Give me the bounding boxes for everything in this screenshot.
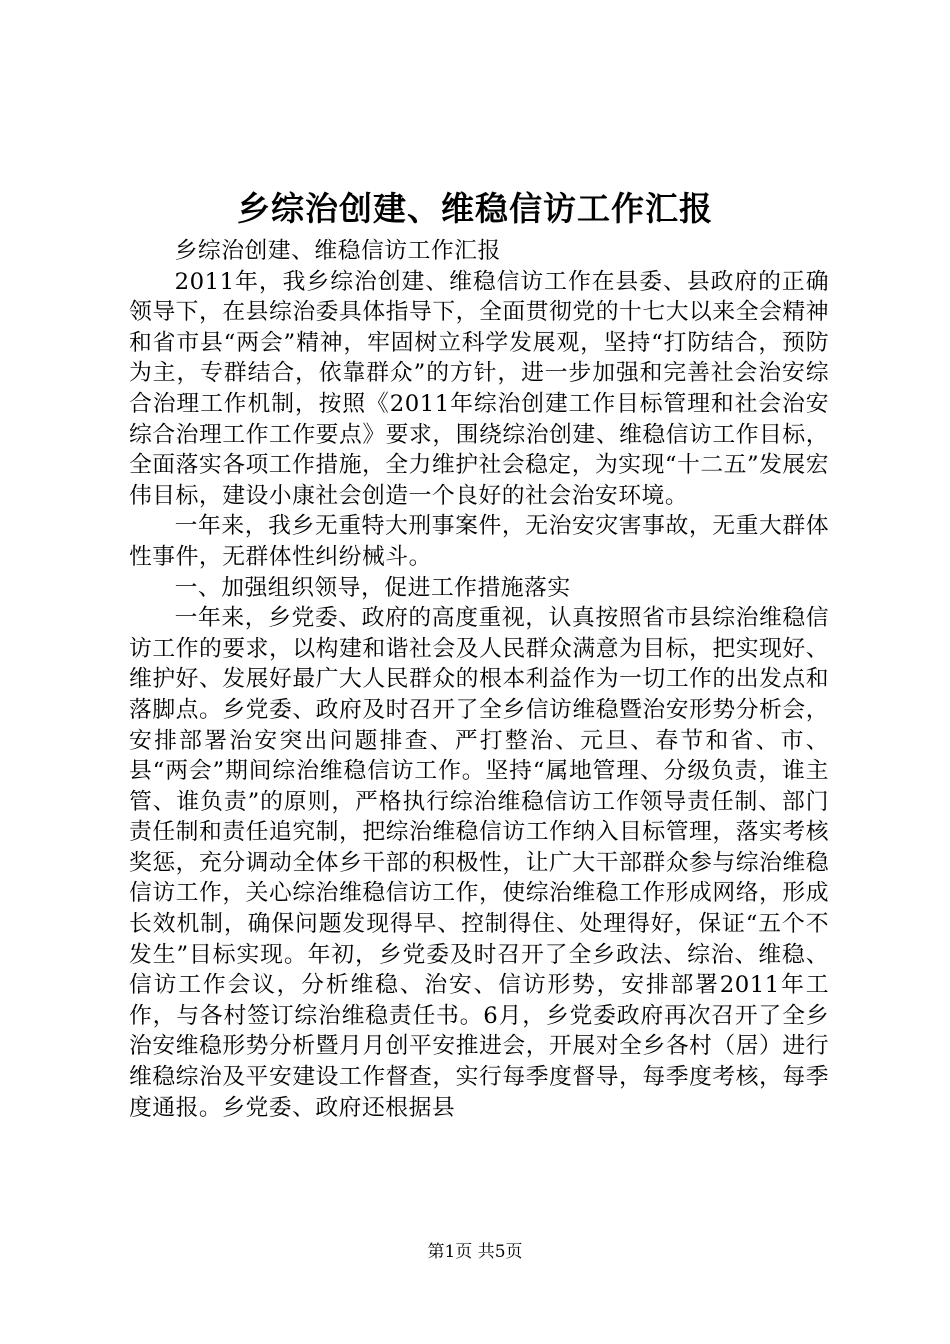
paragraph-intro: 2011年，我乡综治创建、维稳信访工作在县委、县政府的正确领导下，在县综治委具体指导下，全面贯彻党的十七大以来全会精神和省市县“两会”精神，牢固树立科学发展观，坚持“打防结合，预防为主，专群结合，依靠群众”的方针，进一步加强和完善社会治安综合治理工作机制，按照《2011年综治创建工作目标管理和社会治安综合治理工作工作要点》要求，围绕综治创建、维稳信访工作目标，全面落实各项工作措施，全力维护社会稳定，为实现“十二五”发展宏伟目标，建设小康社会创造一个良好的社会治安环境。: [129, 268, 829, 509]
paragraph-section-1: 一年来，乡党委、政府的高度重视，认真按照省市县综治维稳信访工作的要求，以构建和谐社会及人民群众满意为目标，把实现好、维护好、发展好最广大人民群众的根本利益作为一切工作的出发点和落脚点。乡党委、政府及时召开了全乡信访维稳暨治安形势分析会，安排部署治安突出问题排查、严打整治、元旦、春节和省、市、县“两会”期间综治维稳信访工作。坚持“属地管理、分级负责，谁主管、谁负责”的原则，严格执行综治维稳信访工作领导责任制、部门责任制和责任追究制，把综治维稳信访工作纳入目标管理，落实考核奖惩，充分调动全体乡干部的积极性，让广大干部群众参与综治维稳信访工作，关心综治维稳信访工作，使综治维稳工作形成网络，形成长效机制，确保问题发现得早、控制得住、处理得好，保证“五个不发生”目标实现。年初，乡党委及时召开了全乡政法、综治、维稳、信访工作会议，分析维稳、治安、信访形势，安排部署2011年工作，与各村签订综治维稳责任书。6月，乡党委政府再次召开了全乡治安维稳形势分析暨月月创平安推进会，开展对全乡各村（居）进行维稳综治及平安建设工作督查，实行每季度督导，每季度考核，每季度通报。乡党委、政府还根据县: [129, 605, 829, 1121]
section-heading-1: 一、加强组织领导，促进工作措施落实: [174, 574, 571, 601]
document-body: [129, 236, 829, 1123]
paragraph-subtitle: 乡综治创建、维稳信访工作汇报: [174, 238, 501, 264]
page-number-footer: 第1页 共5页: [427, 1242, 523, 1262]
paragraph-summary: 一年来，我乡无重特大刑事案件，无治安灾害事故，无重大群体性事件，无群体性纠纷械斗。: [129, 513, 829, 570]
document-title: 乡综治创建、维稳信访工作汇报: [237, 189, 713, 228]
